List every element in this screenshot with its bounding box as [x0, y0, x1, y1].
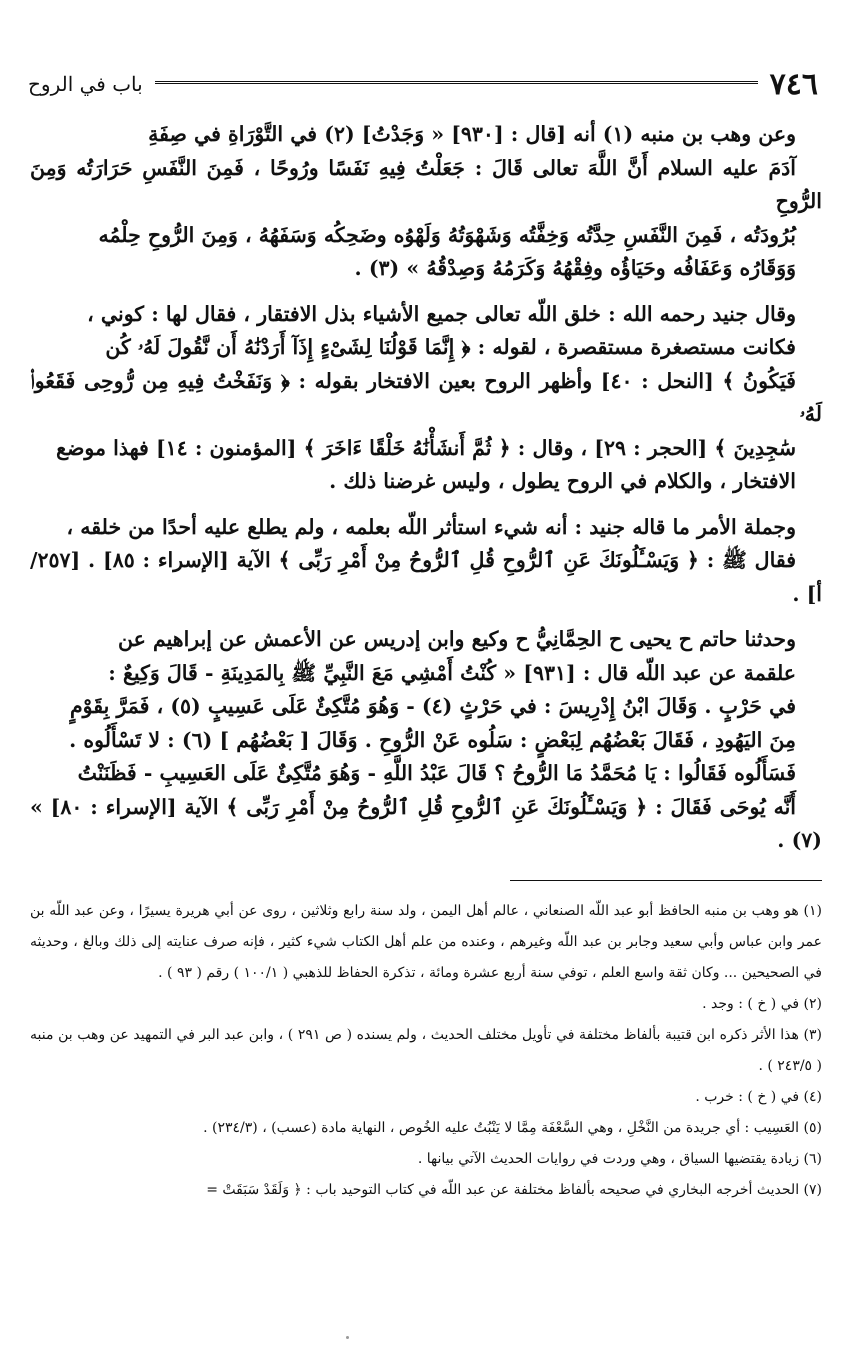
footnotes — [30, 896, 822, 1206]
text-line: في حَرْبٍ . وَقَالَ ابْنُ إِدْرِيسَ : في حَرْثٍ (٤) - وَهُوَ مُتَّكِئٌ عَلَى عَسِيبٍ (٥) ، فَمَرَّ بِقَوْمٍ — [69, 694, 796, 718]
text-line: وعن وهب بن منبه (١) أنه [قال : [٩٣٠] « وَجَدْتُ] (٢) في التَّوْرَاةِ في صِفَةِ — [148, 122, 796, 146]
text-line: بُرُودَتُه ، فَمِنَ النَّفَسِ حِدَّتُه وَخِفَّتُه وَشَهْوَتُهُ وَلَهْوُه وضَحِكُه وَسَفَهُهُ ، وَمِنَ الرُّوحِ حِلْمُه — [98, 222, 796, 247]
text-line: فقال ﷺ : ﴿ وَيَسْـَٔلُونَكَ عَنِ ٱلرُّوحِ قُلِ ٱلرُّوحُ مِنْ أَمْرِ رَبِّى ﴾ الآية [الإسراء : ٨٥] . [٢٥٧/أ] . — [30, 548, 822, 606]
text-line: سَٰجِدِينَ ﴾ [الحجر : ٢٩] ، وقال : ﴿ ثُمَّ أَنشَأْنَٰهُ خَلْقًا ءَاخَرَ ﴾ [المؤمنون : ١٤] فهذا موضع — [56, 435, 796, 460]
running-header — [28, 64, 818, 104]
footnote: (٦) زيادة يقتضيها السياق ، وهي وردت في روايات الحديث الآتي بيانها . — [417, 1151, 822, 1167]
footnote: (٣) هذا الأثر ذكره ابن قتيبة بألفاظ مختلفة في تأويل مختلف الحديث ، ولم يسنده ( ص ٢٩١ ) ، وابن عبد البر في التمهيد عن وهب بن منبه ( ٢٤٣/٥ ) . — [30, 1027, 822, 1074]
text-line: فكانت مستصغرة مستقصرة ، لقوله : ﴿ إِنَّمَا قَوْلُنَا لِشَىْءٍ إِذَآ أَرَدْنَٰهُ أَن نَّقُولَ لَهُۥ كُن — [105, 335, 796, 359]
footnote: (٧) الحديث أخرجه البخاري في صحيحه بألفاظ مختلفة عن عبد اللّه في كتاب التوحيد باب : ﴿ وَلَقَدْ سَبَقَتْ = — [206, 1182, 822, 1198]
scan-speck — [346, 1336, 349, 1339]
footnote: (٤) في ( خ ) : خرب . — [695, 1089, 822, 1105]
paragraph-summary — [30, 511, 822, 612]
text-line: وَوَقَارُه وَعَفَافُه وحَيَاؤُه وفِقْهُهُ وَكَرَمُهُ وَصِدْقُهُ » (٣) . — [354, 256, 796, 280]
text-line: وحدثنا حاتم ح يحيى ح الحِمَّانِيُّ ح وكيع وابن إدريس عن الأعمش عن إبراهيم عن — [117, 627, 796, 651]
paragraph-wahb — [30, 118, 822, 286]
text-line: أَنَّه يُوحَى فَقَالَ : ﴿ وَيَسْـَٔلُونَكَ عَنِ ٱلرُّوحِ قُلِ ٱلرُّوحُ مِنْ أَمْرِ رَبِّى ﴾ الآية [الإسراء : ٨٠] » (٧) . — [30, 794, 822, 852]
footnote: (٥) العَسِيب : أي جريدة من النَّخْلِ ، وهي السَّعْفَة مِمَّا لا يَنْبُتُ عليه الخُوص ، النهاية مادة (عسب) ، (٢٣٤/٣) . — [203, 1120, 822, 1136]
footnote-separator — [510, 880, 822, 881]
page-number: ٧٤٦ — [769, 66, 818, 102]
main-text — [30, 118, 822, 870]
text-line: علقمة عن عبد اللّه قال : [٩٣١] « كُنْتُ أَمْشِي مَعَ النَّبِيِّ ﷺ بِالمَدِينَةِ - قَالَ وَكِيعٌ : — [108, 660, 796, 685]
footnote: (٢) في ( خ ) : وجد . — [702, 996, 822, 1012]
footnote: (١) هو وهب بن منبه الحافظ أبو عبد اللّه الصنعاني ، عالم أهل اليمن ، ولد سنة رابع وثلاثين ، روى عن أبي هريرة يسيرًا ، وعن عبد اللّه بن عمر وابن عباس وأبي سعيد وجابر بن عبد اللّه وغيرهم ، وعنده من علم أهل الكتاب شيء كثير ، فإنه صرف عنايته إلى ذلك وبالغ ، وحديثه في الصحيحين ... وكان ثقة واسع العلم ، توفي سنة أربع عشرة ومائة ، تذكرة الحفاظ للذهبي ( ١٠٠/١ ) رقم ( ٩٣ ) . — [30, 903, 823, 981]
text-line: فَيَكُونُ ﴾ [النحل : ٤٠] وأظهر الروح بعين الافتخار بقوله : ﴿ وَنَفَخْتُ فِيهِ مِن رُّوحِى فَقَعُوا۟ لَهُۥ — [30, 368, 822, 426]
chapter-title: باب في الروح — [28, 72, 143, 96]
text-line: فَسَأَلُوه فَقَالُوا : يَا مُحَمَّدُ مَا الرُّوحُ ؟ قَالَ عَبْدُ اللَّهِ - وَهُوَ مُتَّكِئٌ عَلَى العَسِيبِ - فَظَنَنْتُ — [77, 761, 796, 785]
text-line: وقال جنيد رحمه الله : خلق اللّه تعالى جميع الأشياء بذل الافتقار ، فقال لها : كوني ، — [87, 301, 796, 326]
header-rule — [155, 81, 758, 87]
paragraph-junayd — [30, 298, 822, 499]
paragraph-hadith — [30, 623, 822, 858]
text-line: مِنَ اليَهُودِ ، فَقَالَ بَعْضُهُم لِبَعْضٍ : سَلُوه عَنْ الرُّوحِ . وَقَالَ [ بَعْضُهُم ] (٦) : لا تَسْأَلُوه . — [69, 727, 796, 752]
text-line: وجملة الأمر ما قاله جنيد : أنه شيء استأثر اللّه بعلمه ، ولم يطلع عليه أحدًا من خلقه ، — [66, 514, 796, 539]
text-line: الافتخار ، والكلام في الروح يطول ، وليس غرضنا ذلك . — [329, 469, 796, 493]
text-line: آدَمَ عليه السلام أَنَّ اللَّهَ تعالى قَالَ : جَعَلْتُ فِيهِ نَفَسًا ورُوحًا ، فَمِنَ النَّفَسِ حَرَارَتُه وَمِنَ الرُّوحِ — [30, 155, 822, 213]
